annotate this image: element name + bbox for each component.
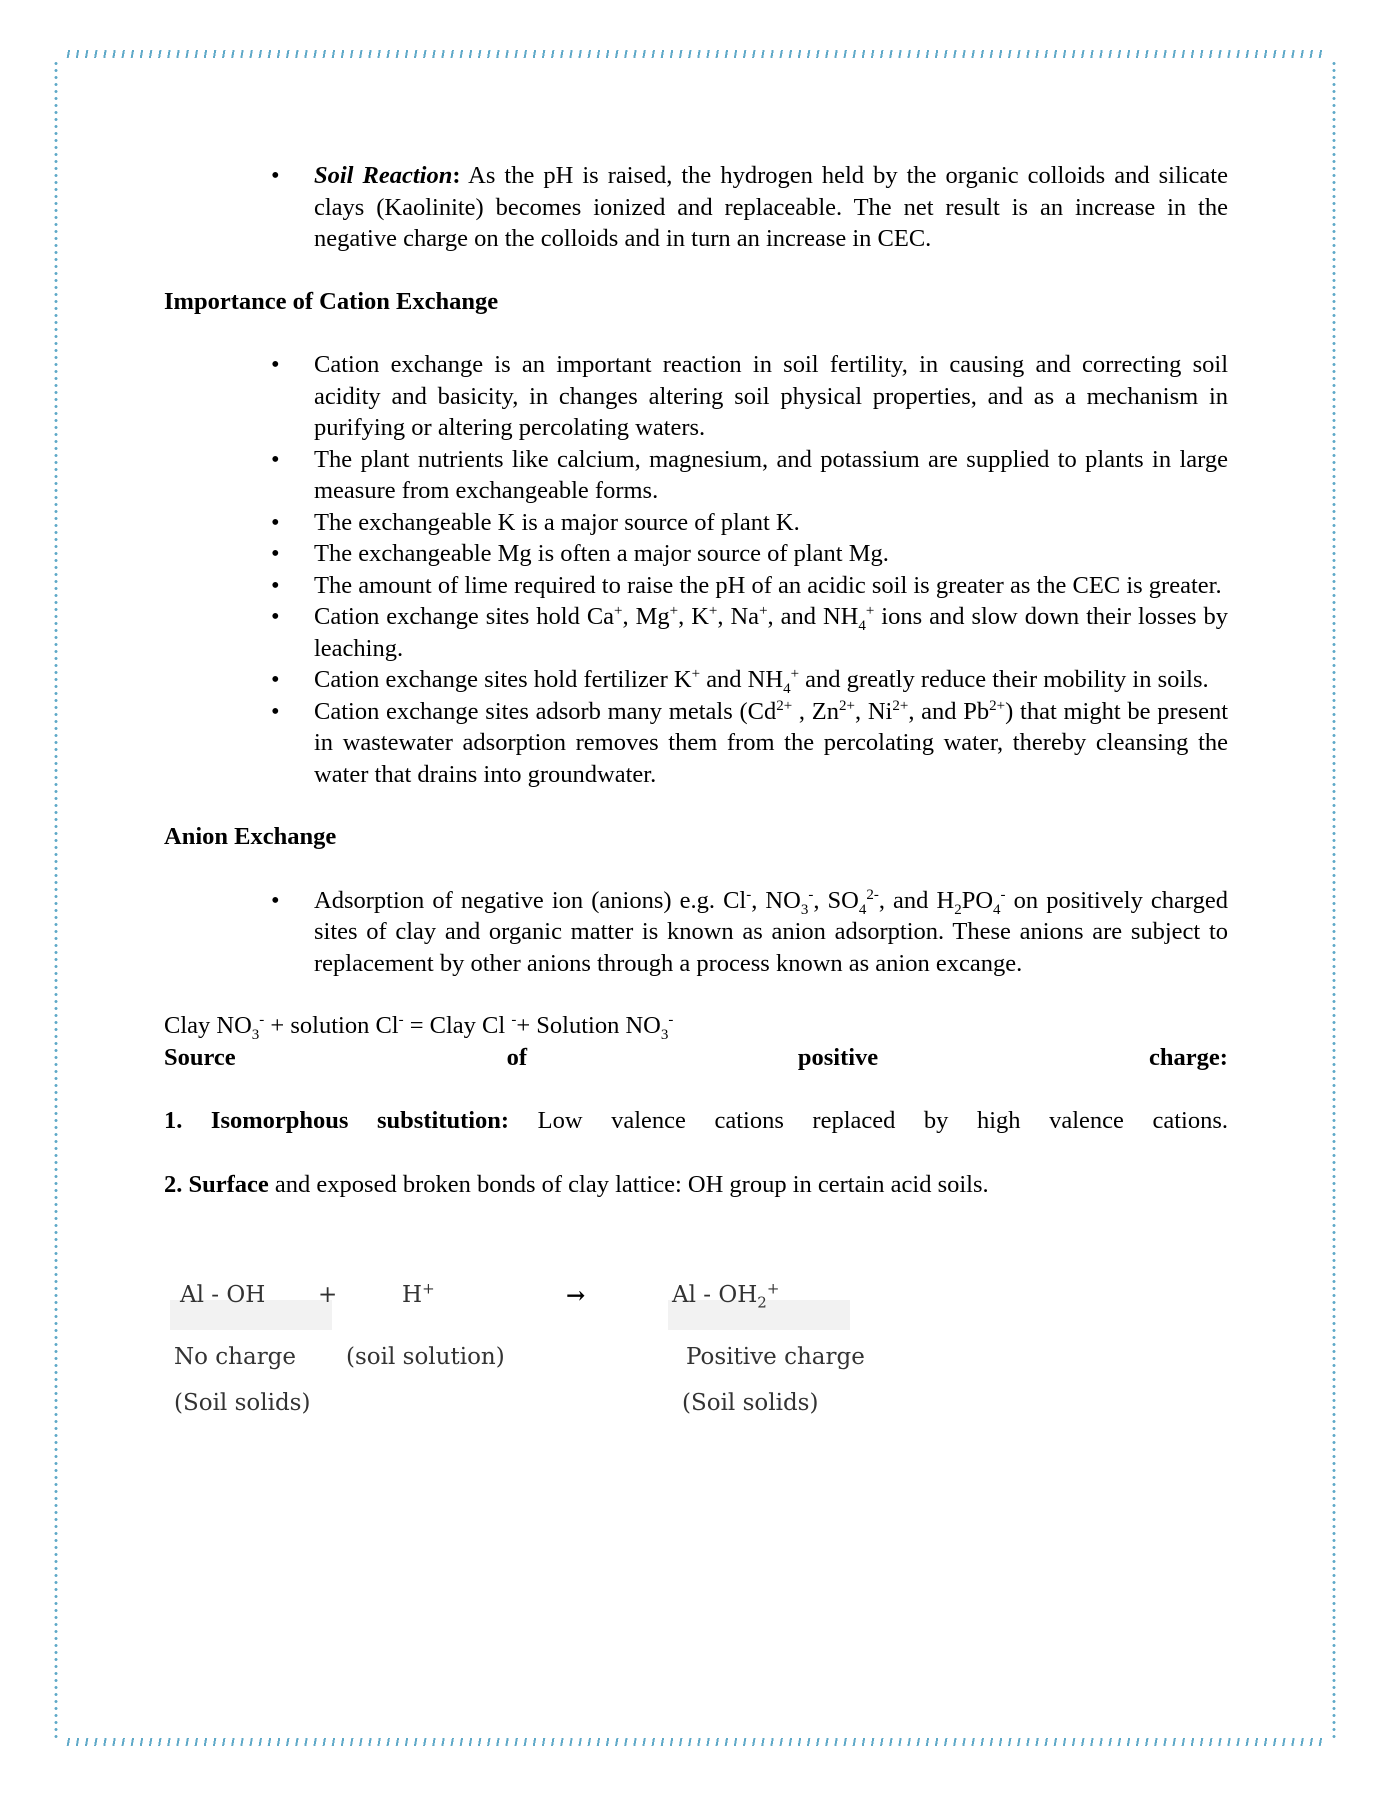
bullet-icon: • xyxy=(271,508,280,536)
plus-sign: + xyxy=(318,1282,338,1308)
list-item: • The amount of lime required to raise the pH of an acidic soil is greater as the CEC is greater. xyxy=(314,570,1228,602)
bullet-icon: • xyxy=(271,603,280,630)
importance-heading: Importance of Cation Exchange xyxy=(164,287,499,315)
product-label: Al - $OH_2^+$ xyxy=(672,1279,780,1312)
reactant-label: Al - OH xyxy=(180,1282,266,1308)
soil-reaction-term: Soil Reaction xyxy=(314,162,453,189)
no-charge-label: No charge xyxy=(174,1344,297,1370)
positive-charge-label: Positive charge xyxy=(686,1344,865,1370)
hydrogen-ion: H+ xyxy=(402,1279,435,1308)
soil-solids-right-label: (Soil solids) xyxy=(682,1390,819,1416)
bullet-icon: • xyxy=(271,571,280,599)
source-heading: Source of positive charge: xyxy=(164,1043,1228,1071)
anion-heading: Anion Exchange xyxy=(164,823,337,850)
surface-bonds: 2. Surface and exposed broken bonds of clay lattice: OH group in certain acid soils. xyxy=(164,1170,989,1198)
arrow-right-icon: → xyxy=(566,1282,586,1309)
soil-solution-label: (soil solution) xyxy=(346,1344,505,1370)
list-item: • Soil Reaction: As the pH is raised, the hydrogen held by the organic colloids and silicate clays (Kaolinite) becomes ionized and replaceable. The net result is an increase in the negative charge on the colloids and in turn an increase in CEC. xyxy=(271,162,1228,252)
bullet-icon: • xyxy=(271,162,280,189)
bullet-icon: • xyxy=(271,540,280,567)
importance-list xyxy=(164,349,1228,790)
bullet-icon: • xyxy=(271,445,280,473)
list-item: • The exchangeable Mg is often a major source of plant Mg. xyxy=(314,538,1228,570)
list-item: • Cation exchange sites hold Ca+, Mg+, K+, Na+, and $NH_4^+$ ions and slow down their losses by leaching. xyxy=(271,602,1228,662)
bullet-icon: • xyxy=(271,697,280,725)
list-item: • Cation exchange sites hold fertilizer K+ and $NH_4^+$ and greatly reduce their mobility in soils. xyxy=(271,665,1209,697)
list-item: • Cation exchange is an important reaction in soil fertility, in causing and correcting soil acidity and basicity, in changes altering soil physical properties, and as a mechanism in purifying or altering percolating waters. xyxy=(271,351,1228,441)
page-border-right xyxy=(1332,60,1336,1740)
page-border-left xyxy=(54,60,58,1740)
list-item: • Cation exchange sites adsorb many metals ($Cd^{2+}$ , $Zn^{2+}$, $Ni^{2+}$, and $Pb^{2+}$) that might be present in wastewater adsorption removes them from the percolating water, thereby cleansing the water that drains into groundwater. xyxy=(271,697,1228,788)
exchange-equation: Clay $NO_3^-$ + solution Cl- = Clay Cl -+ Solution $NO_3^-$ xyxy=(164,1011,674,1043)
list-item: • The plant nutrients like calcium, magnesium, and potassium are supplied to plants in large measure from exchangeable forms. xyxy=(271,445,1228,504)
page-border-bottom xyxy=(64,1738,1326,1746)
isomorphous-substitution: 1. Isomorphous substitution: Low valence cations replaced by high valence cations. xyxy=(164,1107,1228,1134)
anion-list xyxy=(164,885,1228,980)
page-border-top xyxy=(64,50,1326,58)
bullet-icon: • xyxy=(271,886,280,914)
list-item: • The exchangeable K is a major source of plant K. xyxy=(314,507,1228,539)
bullet-icon: • xyxy=(271,351,280,378)
list-item: • Adsorption of negative ion (anions) e.g. Cl-, $NO_3^-$, $SO_4^{2-}$, and $H_2PO_4^-$ on positively charged sites of clay and organic matter is known as anion adsorption. These anions are subject to replacement by other anions through a process known as anion excange. xyxy=(271,886,1229,977)
bullet-icon: • xyxy=(271,666,280,693)
soil-reaction-list xyxy=(164,160,1228,255)
soil-solids-left-label: (Soil solids) xyxy=(174,1390,311,1416)
document-body xyxy=(164,160,1228,1200)
soil-reaction-text: As the pH is raised, the hydrogen held by the organic colloids and silicate clays (Kaolinite) becomes ionized and replaceable. The net result is an increase in the negative charge on the colloids and in turn an increase in CEC. xyxy=(314,162,1228,252)
